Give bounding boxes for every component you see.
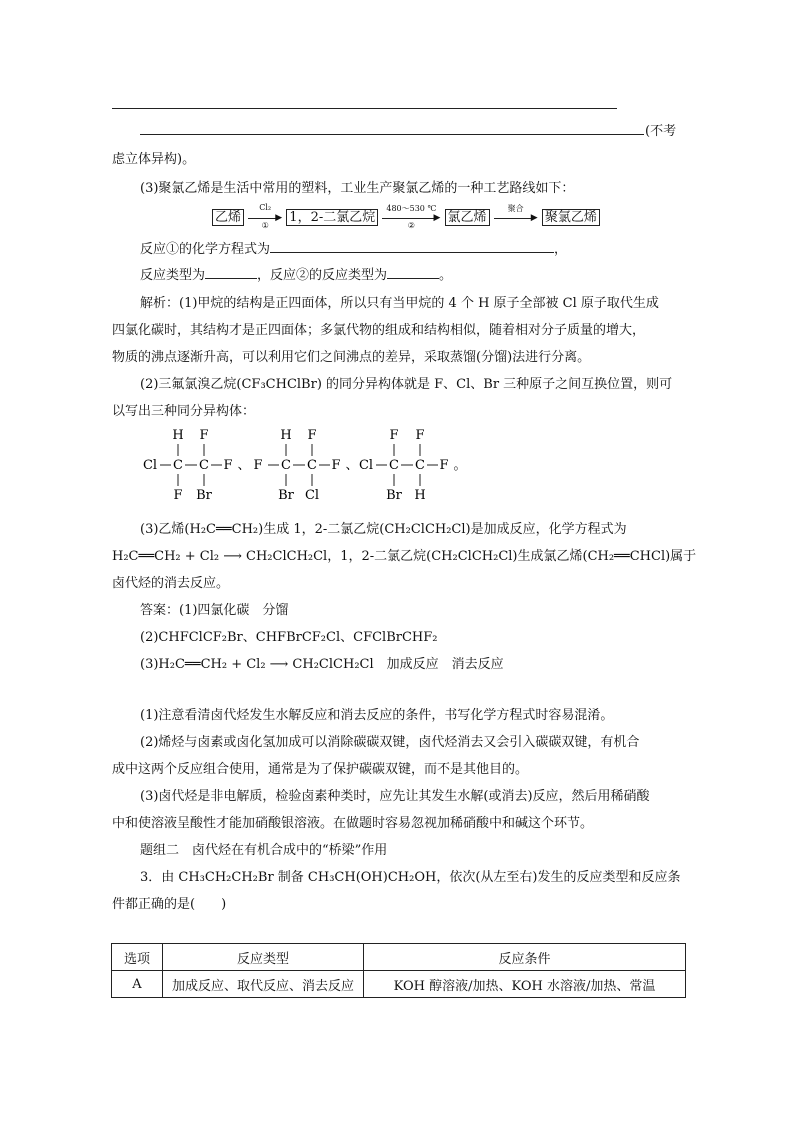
note-1: (1)注意看清卤代烃发生水解反应和消去反应的条件，书写化学方程式时容易混淆。 [140,708,614,723]
isomer-atom: Br [278,488,294,503]
isomer-atom: Cl [142,458,158,473]
isomer-atom: F [173,488,183,503]
answer-1: 答案：(1)四氯化碳 分馏 [140,603,289,618]
group2-title: 题组二 卤代烃在有机合成中的“桥梁”作用 [140,843,388,858]
note-2-l1: (2)烯烃与卤素或卤化氢加成可以消除碳碳双键，卤代烃消去又会引入碳碳双键，有机合 [140,735,640,750]
type-end: 。 [439,268,453,283]
equation-blank [270,239,554,253]
question-3-l1: 3．由 CH₃CH₂CH₂Br 制备 CH₃CH(OH)CH₂OH，依次(从左至右)发生的反应类型和反应条 [140,870,681,885]
table-cell: A [112,971,163,998]
pvc-route [212,202,600,230]
route-pvc: 聚氯乙烯 [542,209,600,226]
isomer-atom: Cl [304,488,320,503]
q2-tail-wrap: 虑立体异构)。 [112,152,196,167]
eq-prompt: 反应①的化学方程式为 [140,242,271,257]
route-polymerize: 聚合 [507,203,524,213]
isomer-atom: H [414,488,426,503]
route-dce: 1，2-二氯乙烷 [286,209,378,226]
analysis-p1-l3: 物质的沸点逐渐升高，可以利用它们之间沸点的差异，采取蒸馏(分馏)法进行分离。 [112,350,591,365]
isomer-atom: F [415,428,425,443]
analysis-p1-l1: 解析：(1)甲烷的结构是正四面体，所以只有当甲烷的 4 个 H 原子全部被 Cl 原子取代生成 [140,296,659,311]
route-arrow-3: 聚合 ▶ [494,211,538,225]
isomer-atom: F [253,458,263,473]
answer-3: (3)H₂C══CH₂ + Cl₂ ⟶ CH₂ClCH₂Cl 加成反应 消去反应 [140,657,504,672]
route-temperature: 480～530 ℃ [386,203,437,213]
isomer-carbon: C [389,458,399,473]
note-2-l2: 成中这两个反应组合使用，通常是为了保护碳碳双键，而不是其他目的。 [112,762,529,777]
isomer-atom: F [199,428,209,443]
isomer-separator: 、 [345,458,359,473]
isomer-atom: Br [386,488,402,503]
isomer-atom: F [307,428,317,443]
q3-type-line [140,264,452,283]
analysis-p1-l2: 四氯化碳时，其结构才是正四面体；多氯代物的组成和结构相似，随着相对分子质量的增大， [112,323,646,338]
analysis-p3-l1: (3)乙烯(H₂C══CH₂)生成 1，2-二氯乙烷(CH₂ClCH₂Cl)是加成反应，化学方程式为 [140,522,627,537]
analysis-p2-l1: (2)三氟氯溴乙烷(CF₃CHClBr) 的同分异构体就是 F、Cl、Br 三种原子之间互换位置，则可 [140,377,673,392]
analysis-p2-l2: 以写出三种同分异构体： [112,404,256,419]
table-row [112,971,686,998]
type-blank-1 [205,265,257,279]
route-arrow-2: 480～530 ℃ ▶ ② [382,211,440,225]
isomer-atom: F [439,458,449,473]
q3-stem: (3)聚氯乙烯是生活中常用的塑料，工业生产聚氯乙烯的一种工艺路线如下： [140,181,575,196]
table-cell: 加成反应、取代反应、消去反应 [163,971,364,998]
question-3-l2: 件都正确的是( ) [112,897,227,912]
isomer-separator: 。 [453,458,467,473]
table-header: 选项 [112,944,163,971]
isomer-atom: F [223,458,233,473]
options-table [111,943,686,998]
isomer-structures [140,425,480,505]
note-3-l1: (3)卤代烃是非电解质，检验卤素种类时，应先让其发生水解(或消去)反应，然后用稀硝酸 [140,789,650,804]
route-ethylene: 乙烯 [212,209,244,226]
route-vinyl-chloride: 氯乙烯 [445,209,490,226]
table-header: 反应类型 [163,944,364,971]
isomer-atom: H [172,428,184,443]
route-arrow-1: Cl₂ ▶ ① [248,211,282,225]
answer-blank-line-2 [140,134,644,135]
table-cell: KOH 醇溶液/加热、KOH 水溶液/加热、常温 [364,971,686,998]
answer-2: (2)CHFClCF₂Br、CHFBrCF₂Cl、CFClBrCHF₂ [140,630,438,645]
analysis-p3-l2: H₂C══CH₂ + Cl₂ ⟶ CH₂ClCH₂Cl，1，2-二氯乙烷(CH₂ClCH₂Cl)生成氯乙烯(CH₂══CHCl)属于 [112,549,697,564]
route-step-2: ② [407,220,415,230]
type-prompt-1: 反应类型为 [140,268,206,283]
isomer-carbon: C [199,458,209,473]
isomer-atom: Br [196,488,212,503]
table-header: 反应条件 [364,944,686,971]
analysis-p3-l3: 卤代烃的消去反应。 [112,576,230,591]
type-blank-2 [387,265,439,279]
table-header-row [112,944,686,971]
q3-equation-line [140,238,567,257]
isomer-atom: H [280,428,292,443]
route-reagent-cl2: Cl₂ [259,202,272,212]
isomer-separator: 、 [237,458,251,473]
isomer-atom: F [331,458,341,473]
isomer-atom: F [389,428,399,443]
q2-tail-not-considering: (不考 [645,124,677,139]
isomer-carbon: C [307,458,317,473]
isomer-carbon: C [415,458,425,473]
isomer-carbon: C [281,458,291,473]
route-step-1: ① [261,220,269,230]
isomer-carbon: C [173,458,183,473]
isomer-atom: Cl [358,458,374,473]
eq-end: ， [554,242,568,257]
type-prompt-2: ，反应②的反应类型为 [257,268,388,283]
answer-blank-line-1 [112,108,617,109]
note-3-l2: 中和使溶液呈酸性才能加硝酸银溶液。在做题时容易忽视加稀硝酸中和碱这个环节。 [112,816,594,831]
